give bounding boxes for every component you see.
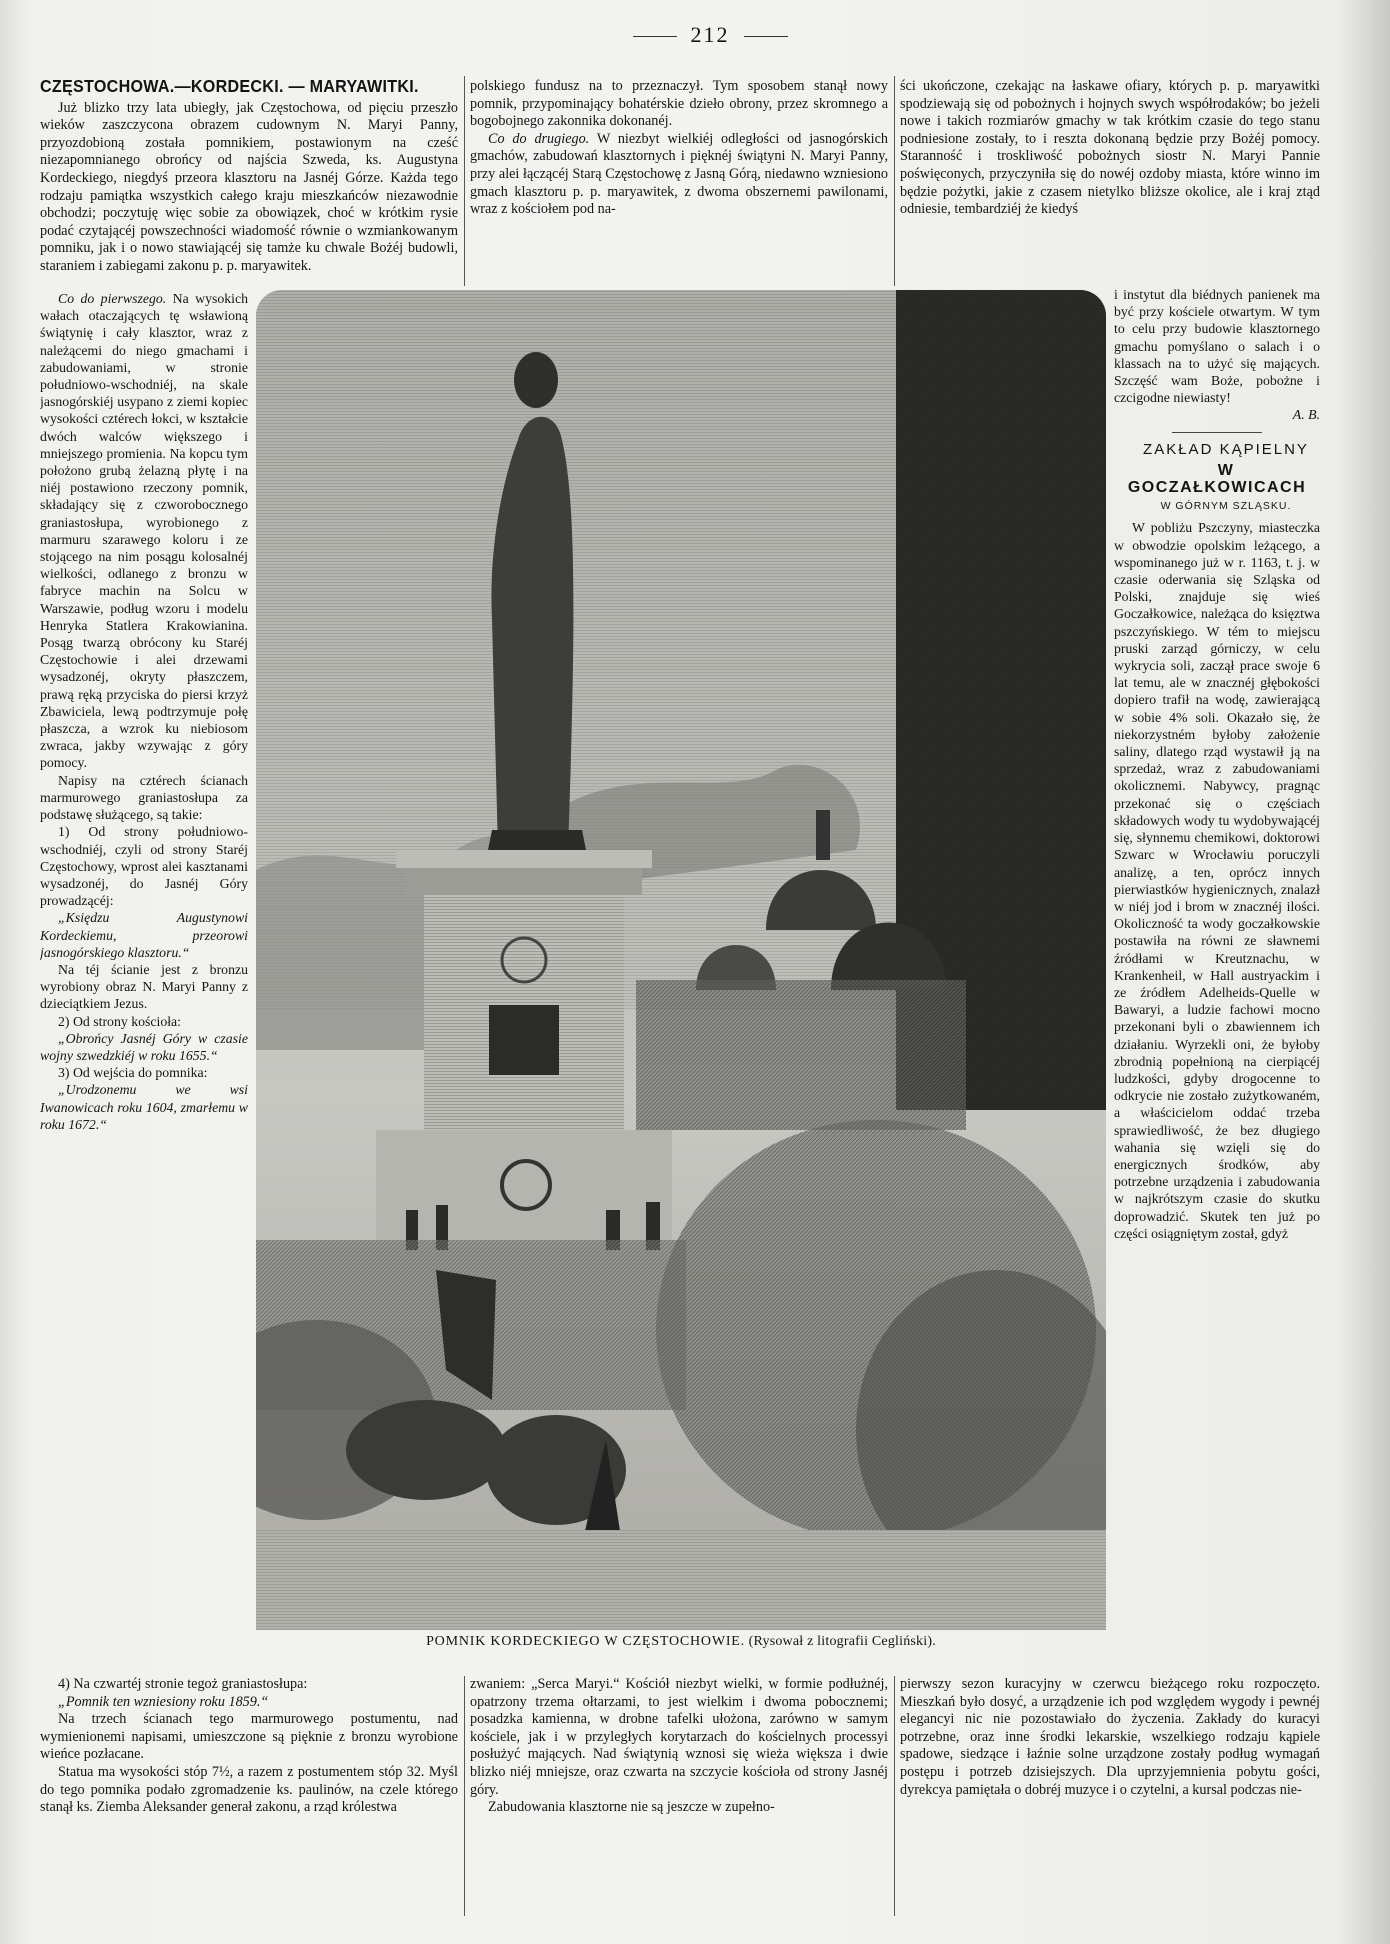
- inscription-item: 3) Od wejścia do pomnika:: [58, 1065, 208, 1081]
- column-rule: [464, 1676, 465, 1916]
- author-signature: A. B.: [1292, 407, 1320, 423]
- section-label: Co do drugiego.: [488, 130, 590, 147]
- article-column-2-bottom: [470, 1676, 888, 1926]
- column-rule: [894, 1676, 895, 1916]
- article-column-3-bottom: [900, 1676, 1320, 1926]
- inscription-item: 4) Na czwartéj stronie tegoż graniastosłupa:: [58, 1676, 308, 1692]
- article-headline: CZĘSTOCHOWA.—KORDECKI. — MARYAWITKI.: [40, 78, 419, 96]
- article-2-subheading: W GOCZAŁKOWICACH: [1127, 461, 1307, 497]
- inscription-item: 1) Od strony południowo-wschodniéj, czyli od strony Staréj Częstochowy, wprost alei kasztanami wysadzonéj, do Jasnéj Góry prowadzącéj:: [40, 824, 248, 909]
- column-rule: [464, 76, 465, 286]
- article-paragraph: zwaniem: „Serca Maryi.“ Kościół niezbyt wielki, w formie podłużnéj, opatrzony trzema ołtarzami, to jest wielkim i dwoma pobocznemi; posadzka kamienna, w drobne tafelki ułożona, zarówno w samym kościele, jak i w przyległych korytarzach do kościelnych processyi posłużyć mających. Nad świątynią wznosi się wieża większa i dwie blizko niéj mniejsze, oraz czwarta na szczycie kościoła od strony Jasnéj góry.: [470, 1676, 888, 1798]
- article-column-1-top: [40, 78, 458, 290]
- article-paragraph: Statua ma wysokości stóp 7½, a razem z postumentem stóp 32. Myśl do tego pomnika podało zgromadzenie ks. paulinów, na czele którego stanął ks. Ziemba Aleksander generał zakonu, a rząd królestwa: [40, 1763, 458, 1816]
- article-paragraph: Napisy na cztérech ścianach marmurowego graniastosłupa za podstawę służącego, są takie:: [40, 772, 248, 823]
- inscription-text: „Pomnik ten wzniesiony roku 1859.“: [58, 1693, 269, 1710]
- article-column-4-narrow: [1114, 286, 1320, 1672]
- paragraph-text: W niezbyt wielkiéj odległości od jasnogórskich gmachów, zabudowań klasztornych i pięknéj świątyni N. Maryi Panny, przy alei łączącéj Starą Częstochowę z Jasną Górą, niedawno wzniesiono gmach klasztoru p. p. maryawitek, z dwoma obszernemi pawilonami, wraz z kościołem pod na-: [470, 130, 888, 218]
- inscription-text: „Urodzonemu we wsi Iwanowicach roku 1604, zmarłemu w roku 1672.“: [40, 1082, 248, 1132]
- article-column-2-top: [470, 78, 888, 286]
- inscription-text: „Obrońcy Jasnéj Góry w czasie wojny szwedzkiéj w roku 1655.“: [40, 1030, 248, 1063]
- figure-caption: [256, 1634, 1106, 1650]
- paragraph-text: Na wysokich wałach otaczających tę wsławioną świątynię i cały klasztor, wraz z należącemi do niego gmachami i zabudowaniami, w stronie południowo-wschodniéj, na skale jasnogórskiéj usypano z ziemi kopiec wysokości cztérech łokci, w kształcie dwóch walców większego i mniejszego promienia. Na kopcu tym położono grubą żelazną płytę i na niéj postawiono rzeczony pomnik, składający się z czworobocznego graniastosłupa, wyrobionego z marmuru szarawego koloru i ze stojącego na nim posągu kolosalnéj wielkości, odlanego z bronzu w fabryce machin na Solcu w Warszawie, podług wzoru i modelu Henryka Statlera Krakowianina. Posąg twarzą obrócony ku Staréj Częstochowie i alei drzewami wysadzonéj, okryty płaszczem, prawą ręką przyciska do piersi krzyż Zbawiciela, lewą podtrzymuje połę płaszcza, a wzrok ku niebiosom zwraca, jakby wzywając z góry pomocy.: [40, 291, 248, 771]
- article-paragraph: [470, 131, 888, 219]
- article-paragraph: Na téj ścianie jest z bronzu wyrobiony obraz N. Maryi Panny z dzieciątkiem Jezus.: [40, 961, 248, 1012]
- article-paragraph: polskiego fundusz na to przeznaczył. Tym sposobem stanął nowy pomnik, przypominający bohatérskie dzieło obrony, przez skromnego a bogobojnego zakonnika dokonanéj.: [470, 78, 888, 130]
- monument-engraving: [256, 290, 1106, 1630]
- column-rule: [894, 76, 895, 286]
- section-label: Co do pierwszego.: [58, 291, 167, 306]
- inscription-item: 2) Od strony kościoła:: [58, 1013, 182, 1029]
- section-divider: [1172, 432, 1262, 433]
- caption-title: POMNIK KORDECKIEGO W CZĘSTOCHOWIE.: [426, 1634, 745, 1649]
- article-paragraph: ści ukończone, czekając na łaskawe ofiary, których p. p. maryawitki spodziewają się od pobożnych i hojnych swych współrodaków; bo jeżeli nowe i takich rozmiarów gmachy w tak krótkim czasie do tego stanu podniesione zostały, to i reszta dokonaną będzie przy Bożéj pomocy. Staranność i troskliwość pobożnych siostr N. Maryi Pannie poświęconych, przyczyniła się do nowéj ozdoby miasta, które winno im będzie pożytki, jakie z czasem nietylko bliższe okolice, ale i kraj ztąd odniesie, tembardziéj że kiedyś: [900, 78, 1320, 218]
- article-2-heading: ZAKŁAD KĄPIELNY: [1143, 440, 1309, 458]
- article-column-3-top: [900, 78, 1320, 286]
- article-paragraph: Na trzech ścianach tego marmurowego postumentu, nad wymienionemi napisami, umieszczone są pięknie z bronzu wyrobione wieńce pozłacane.: [40, 1711, 458, 1763]
- article-paragraph: pierwszy sezon kuracyjny w czerwcu bieżącego roku rozpoczęto. Mieszkań było dosyć, a urządzenie ich pod względem wygody i pewnéj elegancyi nic nie pozostawiało do życzenia. Zakłady do kuracyi potrzebne, oraz inne środki lekarskie, wszelkiego rodzaju kąpiele spadowe, siedzące i łaźnie solne urządzone zostały podług wymagań postępu i potrzeb dzisiejszych. Dla uprzyjemnienia pobytu gości, dyrekcya pamiętała o dobréj muzyce i o czytelni, a kursal podczas nie-: [900, 1676, 1320, 1798]
- article-paragraph: Zabudowania klasztorne nie są jeszcze w zupełno-: [488, 1799, 775, 1816]
- caption-credit: (Rysował z litografii Cegliński).: [748, 1634, 936, 1649]
- article-paragraph: Już blizko trzy lata ubiegły, jak Częstochowa, od pięciu przeszło wieków zaszczycona obrazem cudownym N. Maryi Panny, przyozdobioną została pomnikiem, postawionym na cześć niezapomnianego obrońcy od najścia Szweda, ks. Augustyna Kordeckiego, niegdyś przeora klasztoru na Jasnéj Górze. Każda tego rodzaju pamiątka wszystkich całego kraju mieszkańców niezawodnie obchodzi; poczytuję więc sobie za obowiązek, choć w krótkim rysie podać czytającéj powszechności wiadomość równie o wzmiankowanym pomniku, jak i o nowo stawiającéj się tamże ku chwale Bożéj budowli, staraniem i zabiegami zakonu p. p. maryawitek.: [40, 99, 458, 274]
- article-column-1-narrow: [40, 290, 248, 1672]
- page-number: 212: [600, 22, 820, 48]
- engraving-illustration: [256, 290, 1106, 1630]
- article-paragraph: W pobliżu Pszczyny, miasteczka w obwodzie opolskim leżącego, a wspominanego już w r. 1163, t. j. w czasie oderwania się Szląska od Polski, znajduje się wieś Goczałkowice, należąca do księztwa pszczyńskiego. W tém to miejscu pruski zarząd górniczy, w celu wykrycia soli, zaczął prace swoje 6 lat temu, ale w znacznéj głębokości dopiero trafił na wodę, zawierającą w sobie 4% soli. Okazało się, że niekorzystném byłoby założenie saliny, dlatego rząd wystawił ją na sprzedaż, wraz z zabudowaniami okolicznemi. Nabywcy, pragnąc przekonać się o częściach składowych wody tu wydobywającéj się, słynnemu chemikowi, doktorowi Szwarc w Wrocławiu poruczyli analizę, a ten, oprócz innych pierwiastków hygienicznych, znalazł w niéj jod i brom w znacznéj ilości. Okoliczność ta wody goczałkowskie postawiła na równi ze sławnemi źródłami w Kreutznachu, w Krankenheil, w Hall austryackim i ze źródłem Adelheids-Quelle w Bawaryi, a ludzie fachowi mocno przekonani byli o zbawiennem ich działaniu. Wyrzekli oni, że byłoby zbrodnią popełnioną na cierpiącéj ludzkości, gdyby drogocenne to odkrycie nie zostało zużytkowaném, a właścicielom oddać trzeba sprawiedliwość, że bez długiego wahania się wzięli się do energicznych środków, aby potrzebne urządzenia i zabudowania w najkrótszym czasie do skutku doprowadzić. Skutek ten już po części osiągniętym został, gdyż: [1114, 520, 1320, 1241]
- article-2-location: W GÓRNYM SZLĄSKU.: [1160, 500, 1292, 513]
- article-paragraph: [40, 290, 248, 772]
- article-paragraph: i instytut dla biédnych panienek ma być przy kościele otwartym. W tym to celu przy budowie klasztornego gmachu pomyślano o salach i o klassach na to użyć się mających. Szczęść wam Boże, pobożne i czcigodne niewiasty!: [1114, 287, 1320, 406]
- article-column-1-bottom: [40, 1676, 458, 1926]
- inscription-text: „Księdzu Augustynowi Kordeckiemu, przeorowi jasnogórskiego klasztoru.“: [40, 910, 248, 960]
